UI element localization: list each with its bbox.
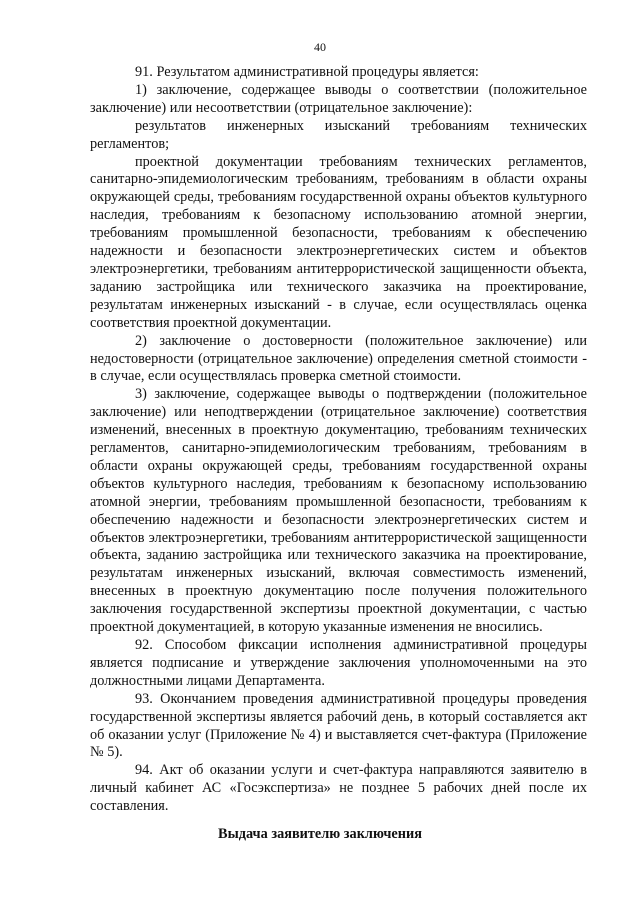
paragraph-item-2: 2) заключение о достоверности (положительное заключение) или недостоверности (отрицательное заключение) определения сметной стоимости - в случае, если осуществлялась проверка сметной стоимости. [90,332,587,385]
section-heading: Выдача заявителю заключения [218,826,422,842]
paragraph-93: 93. Окончанием проведения административной процедуры проведения государственной экспертизы является рабочий день, в который составляется акт об оказании услуг (Приложение № 4) и выставляется счет-фактура (Приложение № 5). [90,690,587,761]
paragraph-92: 92. Способом фиксации исполнения административной процедуры является подписание и утверждение заключения уполномоченными на это должностными лицами Департамента. [90,637,587,689]
document-body [90,64,587,816]
paragraph-94: 94. Акт об оказании услуги и счет-фактура направляются заявителю в личный кабинет АС «Госэкспертиза» не позднее 5 рабочих дней после их составления. [90,762,587,815]
paragraph-item-1: 1) заключение, содержащее выводы о соответствии (положительное заключение) или несоответствии (отрицательное заключение): [90,81,587,116]
paragraph-engineering-surveys: результатов инженерных изысканий требованиям технических регламентов; [90,117,587,152]
paragraph-91-intro: 91. Результатом административной процедуры является: [135,64,479,80]
paragraph-project-documentation: проектной документации требованиям технических регламентов, санитарно-эпидемиологическим требованиям, требованиям в области охраны окружающей среды, требованиям государственной охраны объектов культурного наследия, требованиям к безопасному использованию атомной энергии, требованиям промышленной безопасности, требованиям к обеспечению надежности и безопасности электроэнергетических систем и объектов электроэнергетики, требованиям антитеррористической защищенности объекта, заданию застройщика или технического заказчика на проектирование, результатам инженерных изысканий - в случае, если осуществлялась оценка соответствия проектной документации. [90,153,587,331]
paragraph-item-3: 3) заключение, содержащее выводы о подтверждении (положительное заключение) или неподтверждении (отрицательное заключение) соответствия изменений, внесенных в проектную документацию, требованиям технических регламентов, санитарно-эпидемиологическим требованиям, требованиям в области охраны окружающей среды, требованиям государственной охраны объектов культурного наследия, требованиям к безопасному использованию атомной энергии, требованиям промышленной безопасности, требованиям к обеспечению надежности и безопасности электроэнергетических систем и объектов электроэнергетики, требованиям антитеррористической защищенности объекта, заданию застройщика или технического заказчика на проектирование, результатам инженерных изысканий, включая совместимость изменений, внесенных в проектную документацию после получения положительного заключения государственной экспертизы проектной документации, с частью проектной документацией, в которую указанные изменения не вносились. [90,386,587,636]
page-number: 40 [314,40,326,54]
